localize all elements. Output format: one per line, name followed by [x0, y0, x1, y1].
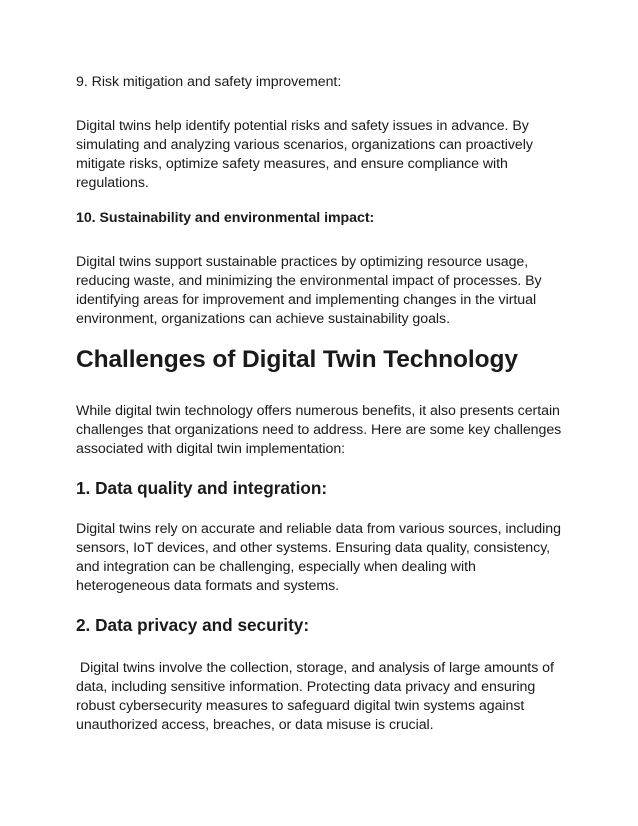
- section-9-heading: 9. Risk mitigation and safety improvement:: [76, 74, 342, 90]
- challenges-intro: While digital twin technology offers numerous benefits, it also presents certain challenges that organizations need to address. Here are some key challenges associated with digital twin implementation:: [76, 403, 562, 457]
- challenge-2-heading: 2. Data privacy and security:: [76, 615, 310, 635]
- challenges-title: Challenges of Digital Twin Technology: [76, 346, 518, 373]
- section-10-body: Digital twins support sustainable practices by optimizing resource usage, reducing waste, and minimizing the environmental impact of processes. By identifying areas for improvement and implementing changes in the virtual environment, organizations can achieve sustainability goals.: [76, 254, 542, 327]
- section-10-heading: 10. Sustainability and environmental impact:: [76, 210, 375, 226]
- challenge-1-heading: 1. Data quality and integration:: [76, 478, 328, 498]
- section-9-body: Digital twins help identify potential risks and safety issues in advance. By simulating and analyzing various scenarios, organizations can proactively mitigate risks, optimize safety measures, and ensure compliance with regulations.: [76, 118, 533, 191]
- challenge-2-body: Digital twins involve the collection, storage, and analysis of large amounts of data, including sensitive information. Protecting data privacy and ensuring robust cybersecurity measures to safeguard digital twin systems against unauthorized access, breaches, or data misuse is crucial.: [76, 660, 558, 733]
- challenge-1-body: Digital twins rely on accurate and reliable data from various sources, including sensors, IoT devices, and other systems. Ensuring data quality, consistency, and integration can be challenging, especially when dealing with heterogeneous data formats and systems.: [76, 521, 561, 594]
